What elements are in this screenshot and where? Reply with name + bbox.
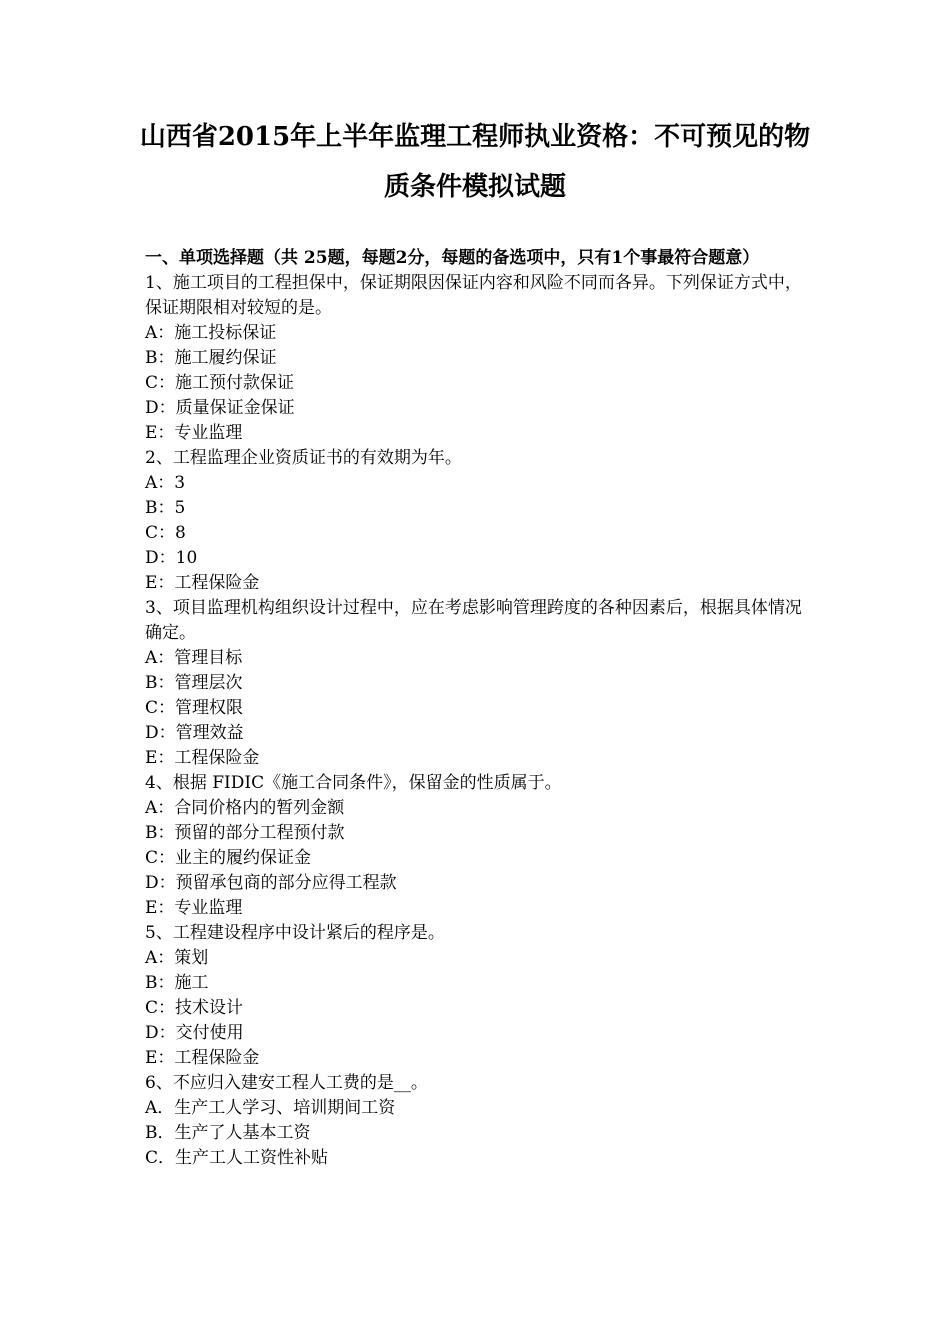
- answer-option: A：管理目标: [145, 648, 243, 668]
- answer-option: C：管理权限: [145, 698, 244, 718]
- answer-option: D：预留承包商的部分应得工程款: [145, 873, 397, 893]
- answer-option: B：5: [145, 498, 186, 518]
- question-stem: 4、根据 FIDIC《施工合同条件》，保留金的性质属于。: [145, 773, 562, 793]
- question-stem: 6、不应归入建安工程人工费的是__。: [145, 1073, 428, 1093]
- answer-option: A．生产工人学习、培训期间工资: [145, 1098, 396, 1118]
- title-line-2: 质条件模拟试题: [383, 172, 566, 202]
- answer-option: C：施工预付款保证: [145, 373, 295, 393]
- answer-option: B：管理层次: [145, 673, 243, 693]
- title-line-1: 山西省2015年上半年监理工程师执业资格：不可预见的物: [139, 122, 811, 152]
- question-block: [145, 921, 810, 1071]
- answer-option: E：工程保险金: [145, 1048, 260, 1068]
- answer-option: E：专业监理: [145, 898, 243, 918]
- question-list: [145, 271, 810, 1171]
- answer-option: B：施工: [145, 973, 209, 993]
- answer-option: E：专业监理: [145, 423, 243, 443]
- answer-option: D：质量保证金保证: [145, 398, 295, 418]
- answer-option: C：业主的履约保证金: [145, 848, 312, 868]
- answer-option: B：预留的部分工程预付款: [145, 823, 345, 843]
- answer-option: D：交付使用: [145, 1023, 244, 1043]
- question-block: [145, 446, 810, 596]
- document-title: [120, 112, 830, 212]
- answer-option: A：3: [145, 473, 186, 493]
- question-block: [145, 771, 810, 921]
- answer-option: C．生产工人工资性补贴: [145, 1148, 329, 1168]
- answer-option: A：策划: [145, 948, 209, 968]
- answer-option: C：技术设计: [145, 998, 244, 1018]
- question-block: [145, 271, 810, 446]
- answer-option: E：工程保险金: [145, 748, 260, 768]
- answer-option: A：施工投标保证: [145, 323, 277, 343]
- answer-option: A：合同价格内的暂列金额: [145, 798, 345, 818]
- question-block: [145, 1071, 810, 1171]
- answer-option: D：管理效益: [145, 723, 244, 743]
- document-body: [145, 246, 810, 1171]
- question-stem: 3、项目监理机构组织设计过程中，应在考虑影响管理跨度的各种因素后，根据具体情况确定。: [145, 598, 802, 643]
- question-stem: 1、施工项目的工程担保中，保证期限因保证内容和风险不同而各异。下列保证方式中，保证期限相对较短的是。: [145, 273, 802, 318]
- question-block: [145, 596, 810, 771]
- answer-option: C：8: [145, 523, 186, 543]
- answer-option: E：工程保险金: [145, 573, 260, 593]
- question-stem: 2、工程监理企业资质证书的有效期为年。: [145, 448, 462, 468]
- answer-option: D：10: [145, 548, 198, 568]
- answer-option: B：施工履约保证: [145, 348, 277, 368]
- question-stem: 5、工程建设程序中设计紧后的程序是。: [145, 923, 445, 943]
- answer-option: B．生产了人基本工资: [145, 1123, 311, 1143]
- section-heading: 一、单项选择题（共 25题，每题2分，每题的备选项中，只有1个事最符合题意）: [145, 248, 760, 268]
